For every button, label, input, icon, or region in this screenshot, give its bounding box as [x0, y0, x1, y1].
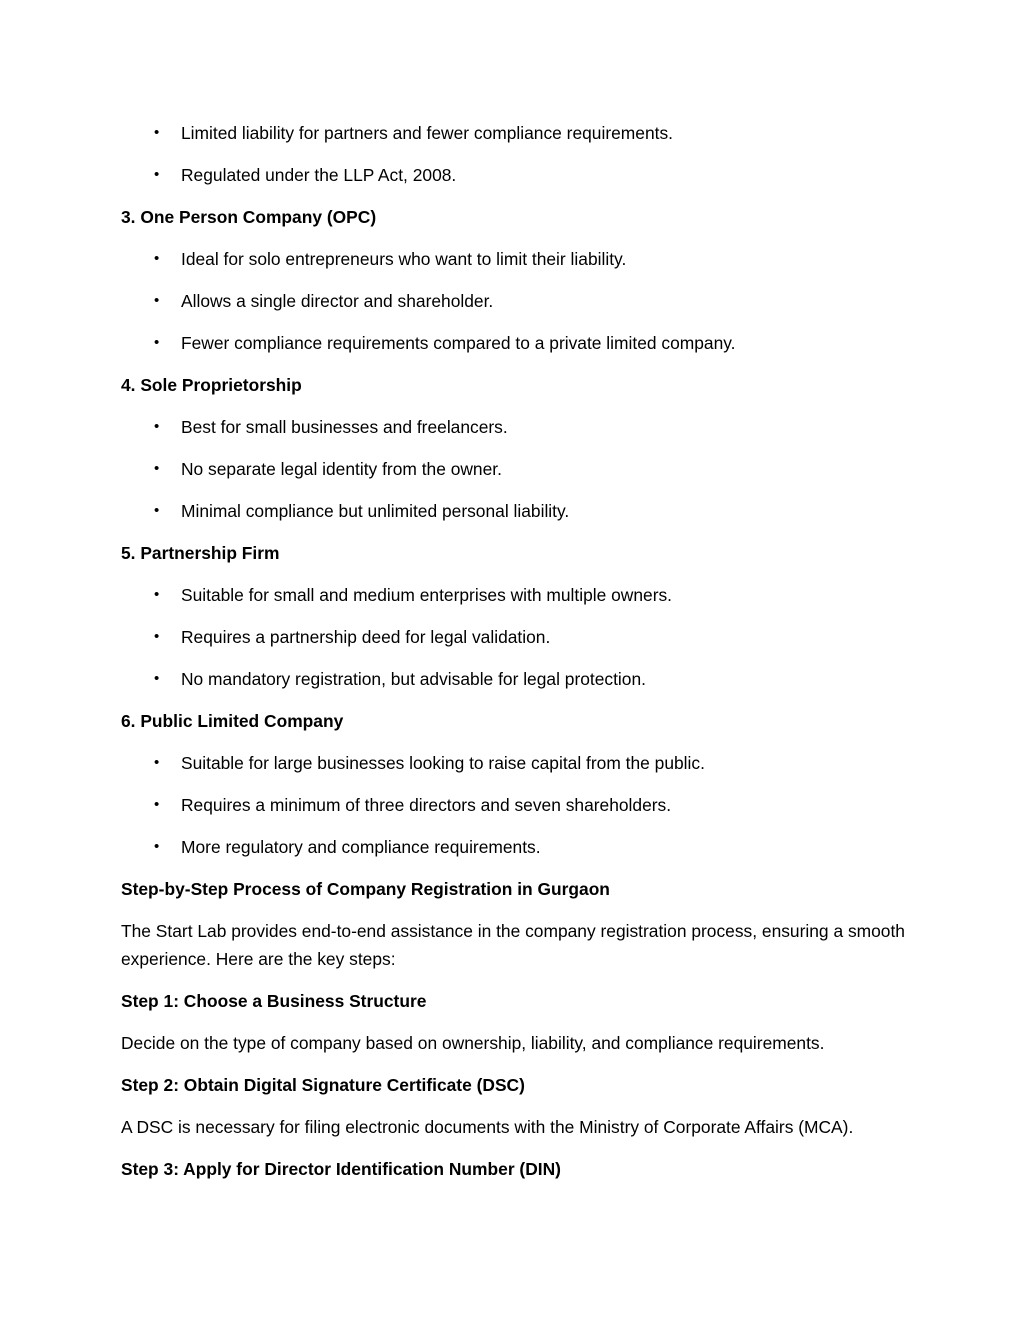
- bullet-icon: •: [154, 754, 160, 771]
- bullet-icon: •: [154, 670, 160, 687]
- list-item: • Ideal for solo entrepreneurs who want to limit their liability.: [121, 245, 911, 273]
- step-2-text: A DSC is necessary for filing electronic documents with the Ministry of Corporate Affairs (MCA).: [121, 1117, 854, 1137]
- list-item: • No separate legal identity from the owner.: [121, 455, 911, 483]
- list-item: • Regulated under the LLP Act, 2008.: [121, 161, 911, 189]
- list-item: • Allows a single director and shareholder.: [121, 287, 911, 315]
- bullet-icon: •: [154, 586, 160, 603]
- step-1-title: Step 1: Choose a Business Structure: [121, 991, 427, 1011]
- list-item: • Minimal compliance but unlimited personal liability.: [121, 497, 911, 525]
- section-llp-bullets: [121, 119, 911, 189]
- list-item: • No mandatory registration, but advisable for legal protection.: [121, 665, 911, 693]
- section-partnership-firm-bullets: [121, 581, 911, 693]
- section-heading-sole-proprietorship: 4. Sole Proprietorship: [121, 375, 302, 395]
- step-2-title: Step 2: Obtain Digital Signature Certificate (DSC): [121, 1075, 525, 1095]
- list-item: • Requires a partnership deed for legal validation.: [121, 623, 911, 651]
- bullet-icon: •: [154, 460, 160, 477]
- list-item: • Best for small businesses and freelancers.: [121, 413, 911, 441]
- section-heading-opc: 3. One Person Company (OPC): [121, 207, 377, 227]
- list-item: • Requires a minimum of three directors and seven shareholders.: [121, 791, 911, 819]
- bullet-icon: •: [154, 502, 160, 519]
- process-intro: The Start Lab provides end-to-end assistance in the company registration process, ensuring a smooth experience. Here are the key steps:: [121, 921, 905, 969]
- list-item: • Suitable for large businesses looking to raise capital from the public.: [121, 749, 911, 777]
- list-item: • More regulatory and compliance requirements.: [121, 833, 911, 861]
- step-1-text: Decide on the type of company based on ownership, liability, and compliance requirements.: [121, 1033, 825, 1053]
- section-sole-proprietorship-bullets: [121, 413, 911, 525]
- list-item: • Suitable for small and medium enterprises with multiple owners.: [121, 581, 911, 609]
- list-item: • Limited liability for partners and fewer compliance requirements.: [121, 119, 911, 147]
- section-opc-bullets: [121, 245, 911, 357]
- section-public-limited-company-bullets: [121, 749, 911, 861]
- process-heading: Step-by-Step Process of Company Registration in Gurgaon: [121, 879, 610, 899]
- bullet-icon: •: [154, 796, 160, 813]
- list-item: • Fewer compliance requirements compared to a private limited company.: [121, 329, 911, 357]
- step-3-title: Step 3: Apply for Director Identification Number (DIN): [121, 1159, 561, 1179]
- bullet-icon: •: [154, 418, 160, 435]
- bullet-icon: •: [154, 334, 160, 351]
- bullet-icon: •: [154, 124, 160, 141]
- bullet-icon: •: [154, 838, 160, 855]
- section-heading-partnership-firm: 5. Partnership Firm: [121, 543, 280, 563]
- bullet-icon: •: [154, 166, 160, 183]
- bullet-icon: •: [154, 292, 160, 309]
- bullet-icon: •: [154, 250, 160, 267]
- section-heading-public-limited-company: 6. Public Limited Company: [121, 711, 344, 731]
- bullet-icon: •: [154, 628, 160, 645]
- document-page: [121, 119, 911, 1197]
